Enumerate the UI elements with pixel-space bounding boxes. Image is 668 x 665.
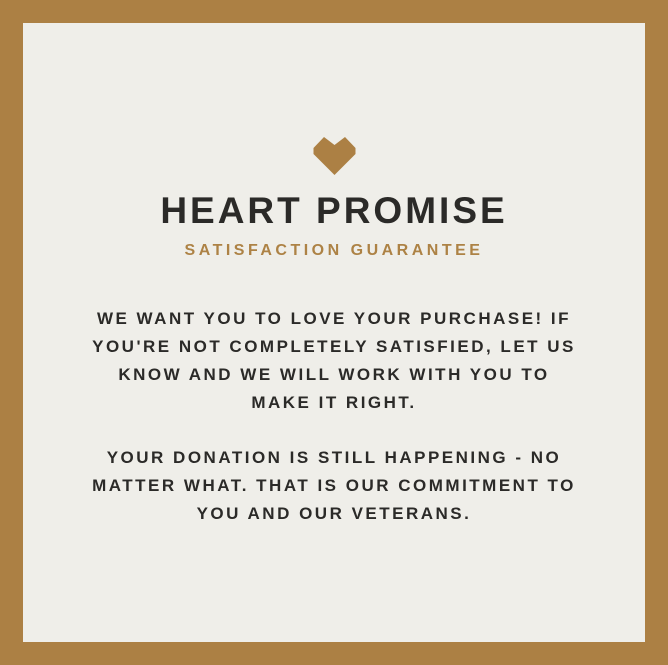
paragraph-line: MAKE IT RIGHT. [251,393,417,412]
paragraph-line: WE WANT YOU TO LOVE YOUR PURCHASE! IF [96,309,572,328]
paragraph-line: KNOW AND WE WILL WORK WITH YOU TO [118,365,550,384]
paragraph-line: YOU AND OUR VETERANS. [196,504,472,523]
paragraph-line: YOU'RE NOT COMPLETELY SATISFIED, LET US [92,337,576,356]
card-inner [23,23,645,642]
donation-paragraph [92,444,576,528]
page-title: HEART PROMISE [160,190,508,231]
guarantee-paragraph [92,305,576,417]
subtitle: SATISFACTION GUARANTEE [184,242,484,259]
paragraph-line: MATTER WHAT. THAT IS OUR COMMITMENT TO [92,476,576,495]
paragraph-line: YOUR DONATION IS STILL HAPPENING - NO [106,448,562,467]
heart-icon [313,137,356,175]
heart-shape [313,137,355,175]
